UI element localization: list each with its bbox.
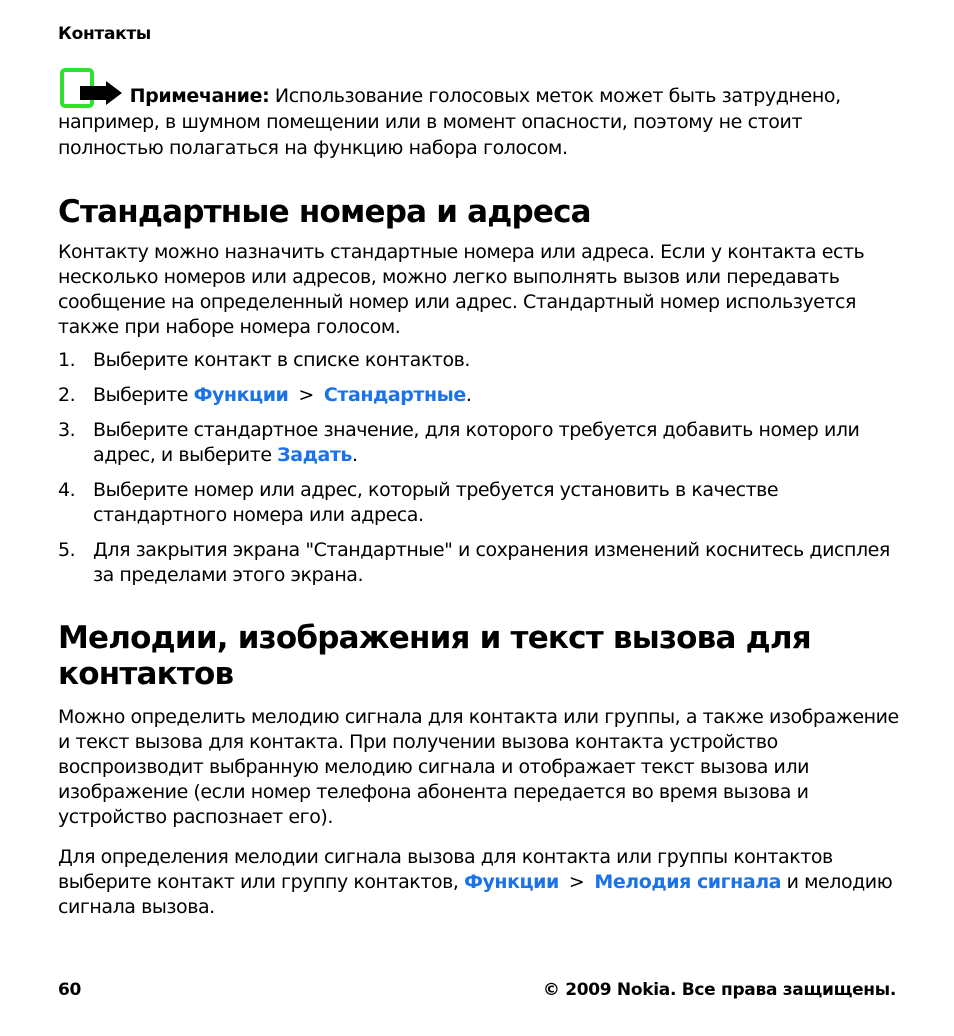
note-label: Примечание: <box>129 85 270 107</box>
list-item: 5. Для закрытия экрана "Стандартные" и сохранения изменений коснитесь дисплея за пределами этого экрана. <box>58 539 890 586</box>
list-item: 3. Выберите стандартное значение, для которого требуется добавить номер или адрес, и выберите Задать. <box>58 419 860 466</box>
section-title-default-numbers: Стандартные номера и адреса <box>58 194 591 230</box>
link-functions-2[interactable]: Функции <box>464 871 559 893</box>
note-block <box>58 66 896 161</box>
section2-para1: Можно определить мелодию сигнала для контакта или группы, а также изображение и текст вызова для контакта. При получении вызова контакта устройство воспроизводит выбранную мелодию сигнала и отображает текст вызова или изображение (если номер телефона абонента передается во время вызова и устройство распознает его). <box>58 706 899 828</box>
running-header: Контакты <box>58 24 152 44</box>
copyright: © 2009 Nokia. Все права защищены. <box>542 980 896 1000</box>
link-ringtone[interactable]: Мелодия сигнала <box>594 871 782 893</box>
link-defaults[interactable]: Стандартные <box>323 384 466 406</box>
page-number: 60 <box>58 980 82 1000</box>
note-text: Использование голосовых меток может быть затруднено, например, в шумном помещении или в момент опасности, поэтому не стоит полностью полагаться на функцию набора голосом. <box>58 85 841 159</box>
list-item: 2. Выберите Функции > Стандартные. <box>58 384 472 406</box>
section-title-ringtones: Мелодии, изображения и текст вызова для контактов <box>58 620 811 692</box>
list-item: 1. Выберите контакт в списке контактов. <box>58 349 471 371</box>
note-arrow-icon <box>58 66 124 108</box>
link-functions[interactable]: Функции <box>193 384 289 406</box>
section2-para2: Для определения мелодии сигнала вызова для контакта или группы контактов выберите контакт или группу контактов, Функции > Мелодия сигнала и мелодию сигнала вызова. <box>58 846 893 918</box>
steps-list <box>58 348 900 598</box>
list-item: 4. Выберите номер или адрес, который требуется установить в качестве стандартного номера или адреса. <box>58 479 779 526</box>
link-assign[interactable]: Задать <box>277 444 352 466</box>
section1-intro: Контакту можно назначить стандартные номера или адреса. Если у контакта есть несколько номеров или адресов, можно легко выполнять вызов или передавать сообщение на определенный номер или адрес. Стандартный номер используется также при наборе номера голосом. <box>58 241 865 338</box>
